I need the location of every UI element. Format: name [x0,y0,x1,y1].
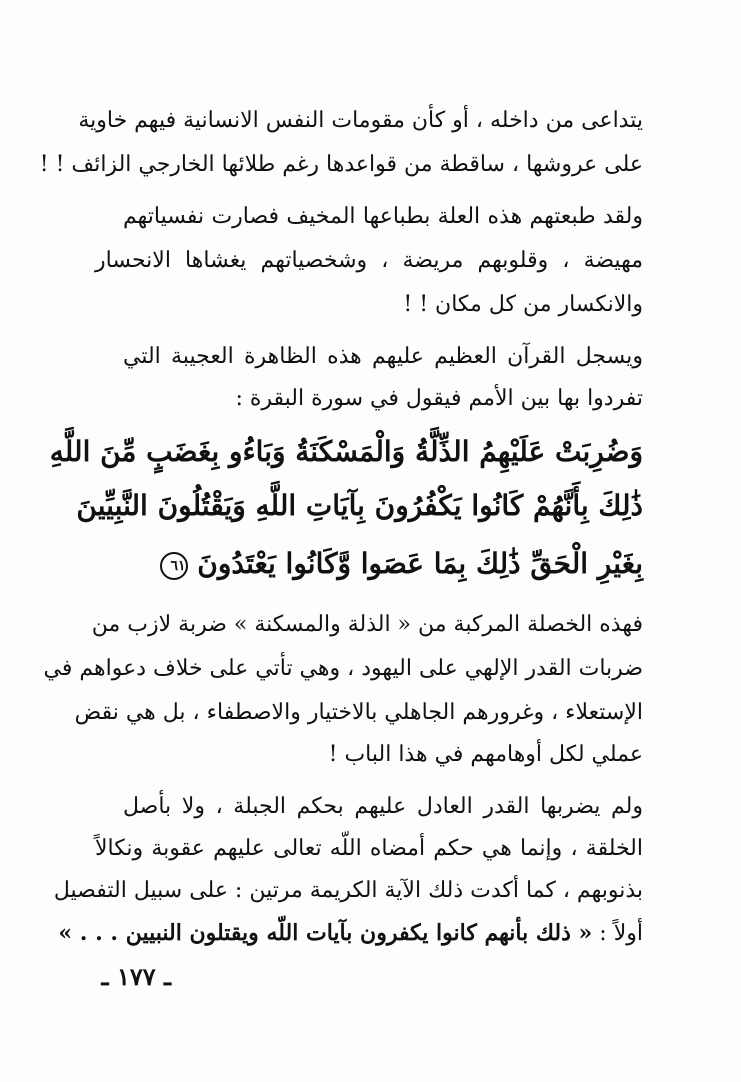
quran-verse-line-1: وَضُرِبَتْ عَلَيْهِمُ الذِّلَّةُ وَالْمَسْكَنَةُ وَبَاءُو بِغَضَبٍ مِّنَ اللَّهِ [49,435,643,468]
paragraph-5-prefix: أولاً : [599,921,643,946]
paragraph-1-line-1: يتداعى من داخله ، أو كأن مقومات النفس الانسانية فيهم خاوية [78,108,643,133]
paragraph-2-line-1: ولقد طبعتهم هذه العلة بطباعها المخيف فصارت نفسياتهم [123,204,643,229]
paragraph-1-line-2: على عروشها ، ساقطة من قواعدها رغم طلائها الخارجي الزائف ! ! [39,152,643,177]
quran-verse-line-2: ذَٰلِكَ بِأَنَّهُمْ كَانُوا يَكْفُرُونَ بِآيَاتِ اللَّهِ وَيَقْتُلُونَ النَّبِيِّينَ [76,489,643,522]
verse-quote: « ذلك بأنهم كانوا يكفرون بآيات اللّه ويقتلون النبيين . . . » [58,920,593,946]
ayah-number-mark: ٦١ [160,552,188,580]
paragraph-4-line-4: عملي لكل أوهامهم في هذا الباب ! [328,742,643,767]
quran-verse-line-3 [91,544,643,584]
paragraph-5-line-1: ولم يضربها القدر العادل عليهم بحكم الجبلة ، ولا بأصل [123,794,643,819]
quran-verse-line-3-text: بِغَيْرِ الْحَقِّ ذَٰلِكَ بِمَا عَصَوا وَّكَانُوا يَعْتَدُونَ [197,547,643,580]
paragraph-4-line-2: ضربات القدر الإلهي على اليهود ، وهي تأتي على خلاف دعواهم في [43,656,643,681]
paragraph-5-line-3: بذنوبهم ، كما أكدت ذلك الآية الكريمة مرتين : على سبيل التفصيل [53,878,643,903]
paragraph-5-line-4 [58,918,643,949]
paragraph-4-line-1: فهذه الخصلة المركبة من « الذلة والمسكنة » ضربة لازب من [91,612,643,637]
paragraph-2-line-3: والانكسار من كل مكان ! ! [403,292,643,317]
paragraph-4-line-3: الإستعلاء ، وغرورهم الجاهلي بالاختيار والاصطفاء ، بل هي نقض [74,700,643,725]
paragraph-2-line-2: مهيضة ، وقلوبهم مريضة ، وشخصياتهم يغشاها الانحسار [95,248,643,273]
page-number: ـ ١٧٧ ـ [101,962,171,991]
paragraph-3-line-2: تفردوا بها بين الأمم فيقول في سورة البقرة : [235,386,643,411]
paragraph-3-line-1: ويسجل القرآن العظيم عليهم هذه الظاهرة العجيبة التي [123,344,643,369]
paragraph-5-line-2: الخلقة ، وإنما هي حكم أمضاه اللّه تعالى عليهم عقوبة ونكالاً [95,836,643,861]
